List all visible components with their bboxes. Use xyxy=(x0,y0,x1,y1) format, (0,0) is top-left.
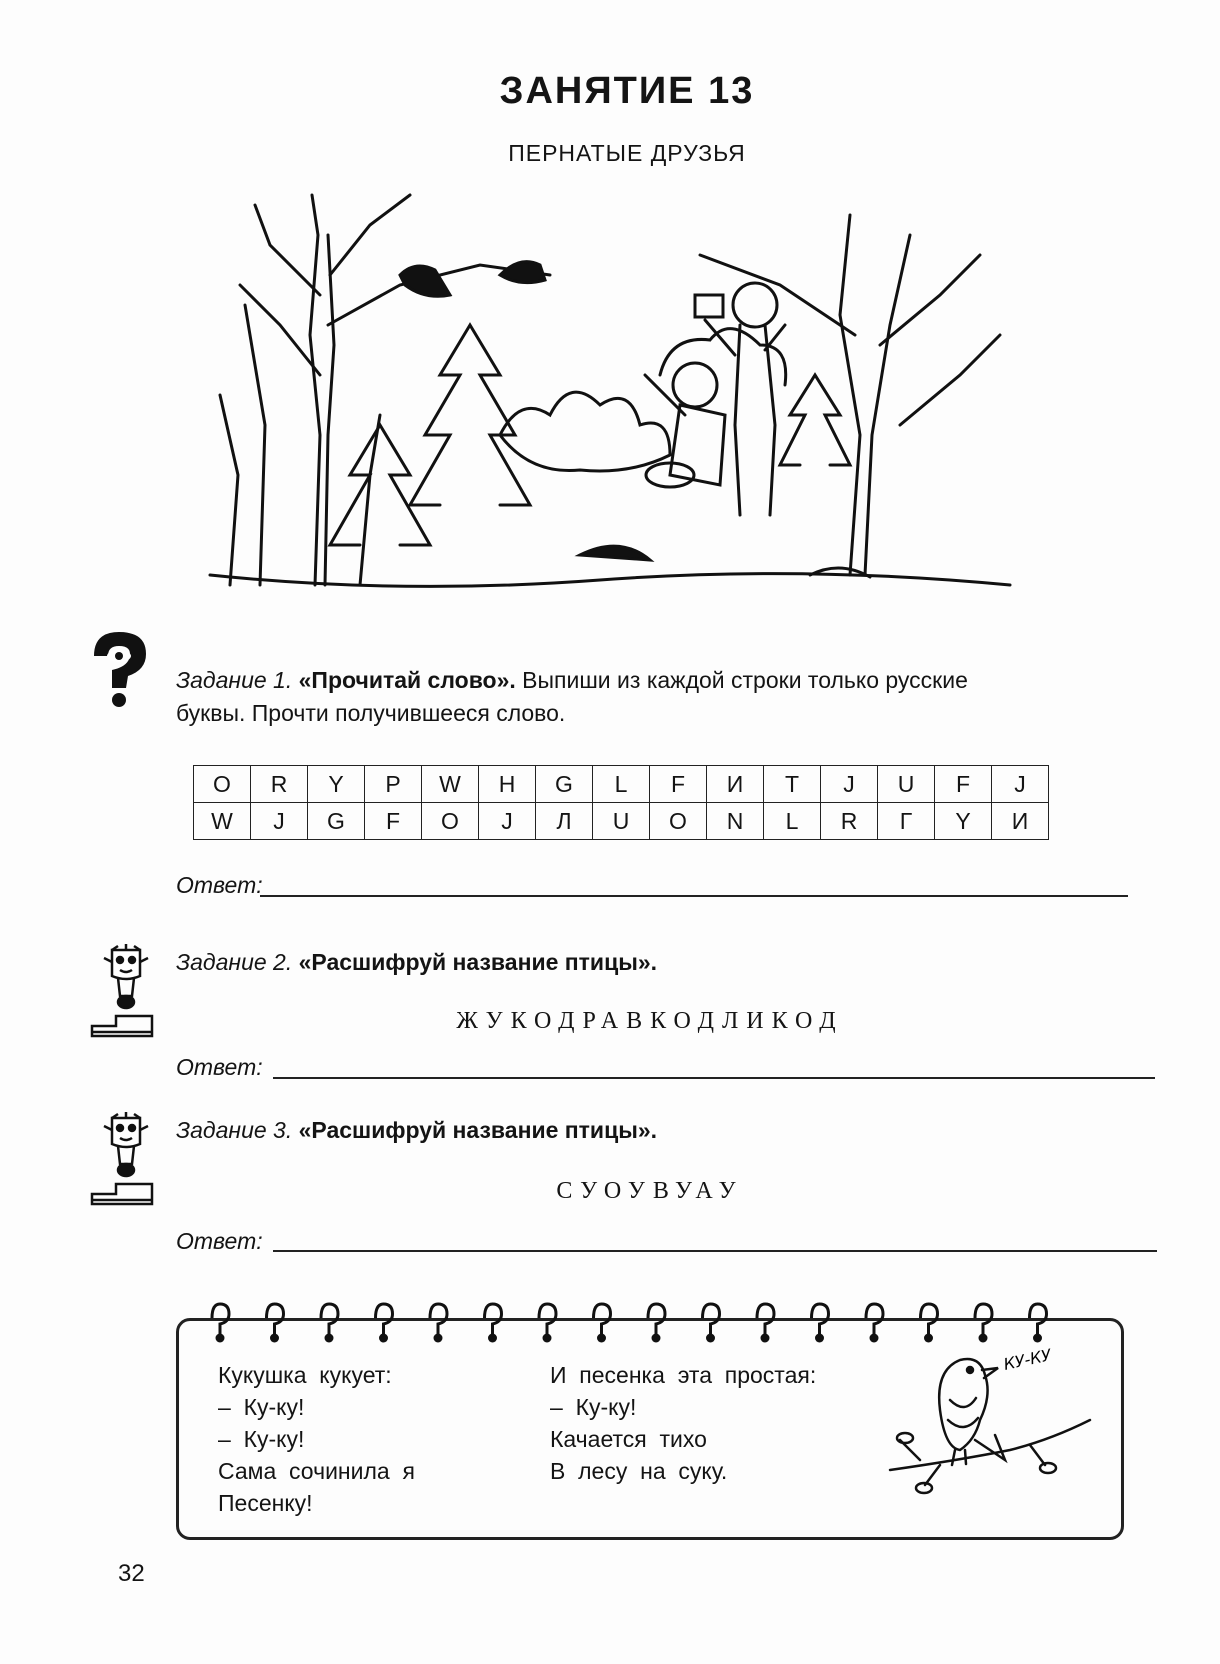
table-cell: Y xyxy=(308,766,365,803)
task3-label: Задание 3. xyxy=(176,1117,293,1143)
ring-icon xyxy=(1030,1304,1047,1338)
table-cell: O xyxy=(194,766,251,803)
task1-label: Задание 1. xyxy=(176,667,293,693)
table-cell: J xyxy=(479,803,536,840)
poem-line: Песенку! xyxy=(218,1490,313,1516)
task3-name: «Расшифруй название птицы». xyxy=(298,1117,658,1143)
task3-cipher: СУОУВУАУ xyxy=(556,1178,744,1204)
task2-answer-line[interactable] xyxy=(273,1077,1155,1079)
poem-line: Кукушка кукует: xyxy=(218,1362,392,1388)
ring-icon xyxy=(812,1304,829,1338)
table-cell: Г xyxy=(878,803,935,840)
task1-text xyxy=(176,664,1156,730)
table-cell: R xyxy=(821,803,878,840)
poem-column-1 xyxy=(218,1359,415,1519)
table-cell: H xyxy=(479,766,536,803)
table-cell: И xyxy=(707,766,764,803)
table-cell: Y xyxy=(935,803,992,840)
ring-icon xyxy=(975,1304,992,1338)
ring-icon xyxy=(430,1304,447,1338)
ring-icon xyxy=(376,1304,393,1338)
ring-hole xyxy=(379,1334,388,1343)
table-cell: W xyxy=(422,766,479,803)
task3-answer-line[interactable] xyxy=(273,1250,1157,1252)
poem-line: – Ку-ку! xyxy=(550,1394,637,1420)
task2-text xyxy=(176,946,1156,979)
bird-sound-text: КУ-КУ xyxy=(1001,1345,1053,1374)
table-cell: O xyxy=(650,803,707,840)
ring-hole xyxy=(761,1334,770,1343)
ring-icon xyxy=(921,1304,938,1338)
table-cell: J xyxy=(251,803,308,840)
table-cell: J xyxy=(821,766,878,803)
task2-name: «Расшифруй название птицы». xyxy=(298,949,658,975)
ring-hole xyxy=(216,1334,225,1343)
ring-icon xyxy=(267,1304,284,1338)
table-cell: И xyxy=(992,803,1049,840)
letters-table xyxy=(193,765,1049,840)
table-row xyxy=(194,803,1049,840)
table-cell: P xyxy=(365,766,422,803)
table-cell: F xyxy=(650,766,707,803)
table-cell: F xyxy=(935,766,992,803)
ring-hole xyxy=(270,1334,279,1343)
table-cell: T xyxy=(764,766,821,803)
table-cell: J xyxy=(992,766,1049,803)
table-cell: L xyxy=(764,803,821,840)
ring-icon xyxy=(539,1304,556,1338)
table-cell: N xyxy=(707,803,764,840)
ring-icon xyxy=(648,1304,665,1338)
task1-text-line2: буквы. Прочти получившееся слово. xyxy=(176,700,566,726)
task3-answer-label: Ответ: xyxy=(176,1228,263,1254)
ring-hole xyxy=(325,1334,334,1343)
task1-answer-label: Ответ: xyxy=(176,872,263,898)
table-cell: O xyxy=(422,803,479,840)
ring-icon xyxy=(485,1304,502,1338)
ring-hole xyxy=(434,1334,443,1343)
ring-hole xyxy=(488,1334,497,1343)
ring-hole xyxy=(706,1334,715,1343)
table-row xyxy=(194,766,1049,803)
forest-scene-illustration xyxy=(200,175,1020,625)
poem-line: – Ку-ку! xyxy=(218,1394,305,1420)
task1-text-line1: Выпиши из каждой строки только русские xyxy=(522,667,968,693)
table-cell: R xyxy=(251,766,308,803)
poem-column-2 xyxy=(550,1359,816,1487)
cuckoo-bird-icon xyxy=(880,1340,1100,1530)
poem-line: И песенка эта простая: xyxy=(550,1362,817,1388)
ring-hole xyxy=(652,1334,661,1343)
task1-name: «Прочитай слово». xyxy=(298,667,516,693)
table-cell: L xyxy=(593,766,650,803)
ring-icon xyxy=(594,1304,611,1338)
question-eye-icon xyxy=(88,628,150,710)
ring-icon xyxy=(321,1304,338,1338)
task1-answer-line[interactable] xyxy=(260,895,1128,897)
table-cell: F xyxy=(365,803,422,840)
poem-line: Качается тихо xyxy=(550,1426,707,1452)
poem-line: В лесу на суку. xyxy=(550,1458,728,1484)
table-cell: G xyxy=(536,766,593,803)
page-subtitle: ПЕРНАТЫЕ ДРУЗЬЯ xyxy=(508,140,746,166)
task2-cipher: ЖУКОДРАВКОДЛИКОД xyxy=(456,1008,844,1034)
table-cell: G xyxy=(308,803,365,840)
task3-text xyxy=(176,1114,1156,1147)
page-title: ЗАНЯТИЕ 13 xyxy=(499,70,755,112)
table-cell: Л xyxy=(536,803,593,840)
poem-line: Сама сочинила я xyxy=(218,1458,415,1484)
ring-icon xyxy=(866,1304,883,1338)
ring-icon xyxy=(757,1304,774,1338)
task2-answer-label: Ответ: xyxy=(176,1054,263,1080)
page-number: 32 xyxy=(118,1560,145,1587)
ring-icon xyxy=(212,1304,229,1338)
ring-icon xyxy=(703,1304,720,1338)
table-cell: U xyxy=(878,766,935,803)
table-cell: W xyxy=(194,803,251,840)
task2-label: Задание 2. xyxy=(176,949,293,975)
ring-hole xyxy=(597,1334,606,1343)
table-cell: U xyxy=(593,803,650,840)
ring-hole xyxy=(870,1334,879,1343)
ring-hole xyxy=(815,1334,824,1343)
poem-line: – Ку-ку! xyxy=(218,1426,305,1452)
ring-hole xyxy=(543,1334,552,1343)
